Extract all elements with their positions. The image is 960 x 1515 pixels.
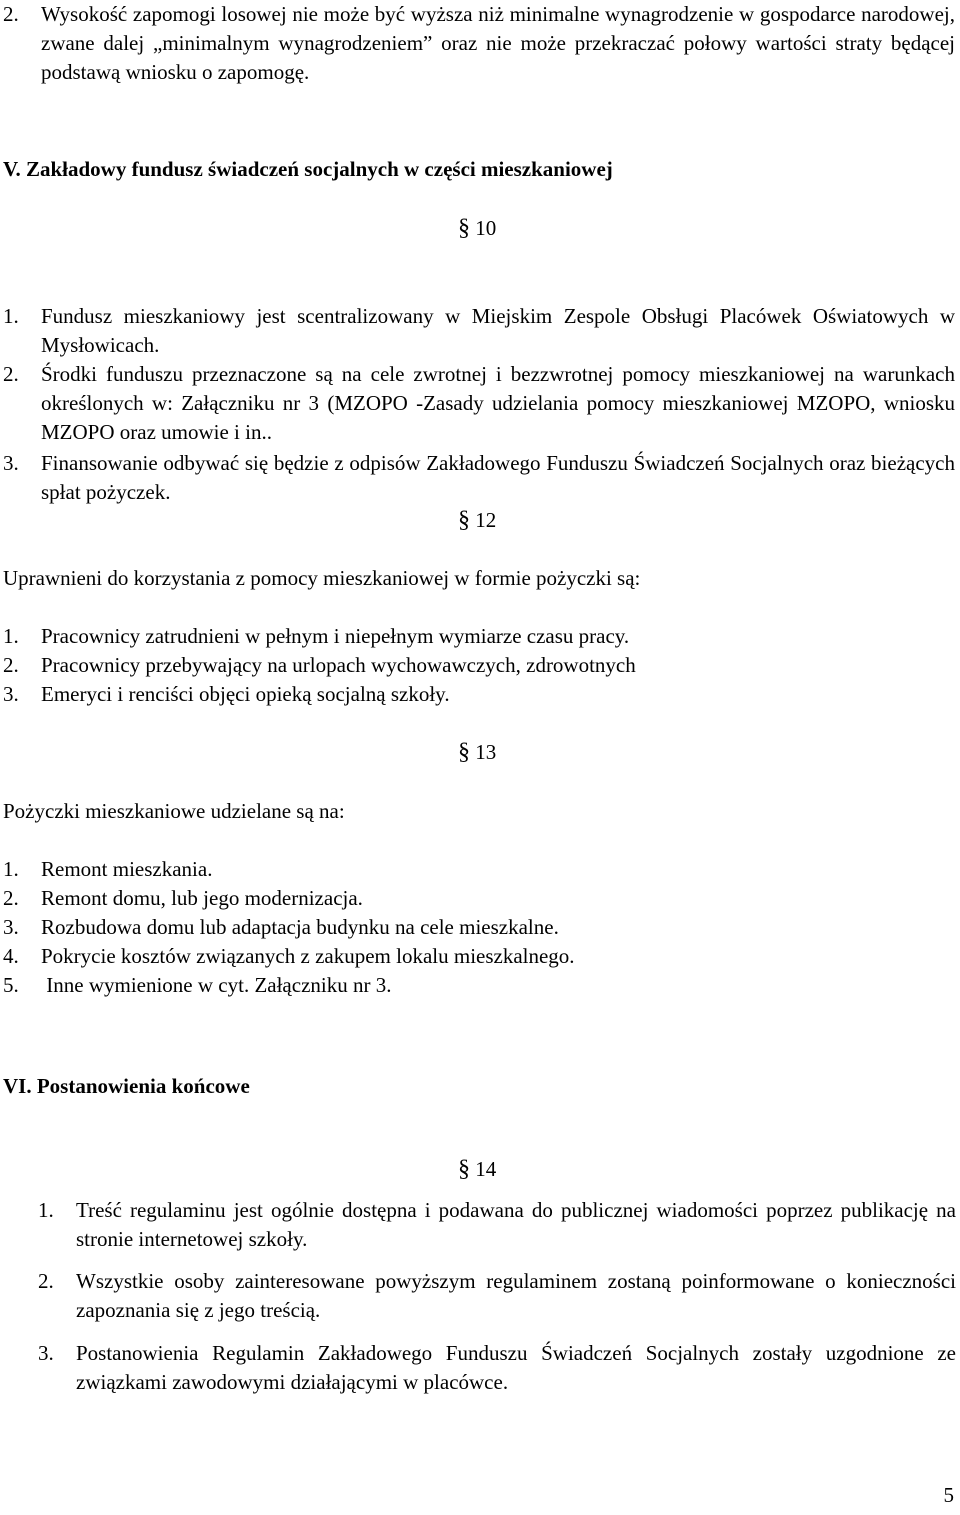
paragraph-marker-13 xyxy=(458,738,496,767)
item-text: Rozbudowa domu lub adaptacja budynku na cele mieszkalne. xyxy=(41,915,559,939)
item-number: 2. xyxy=(3,362,19,386)
list-item xyxy=(3,971,391,1000)
item-number: 2. xyxy=(3,886,19,910)
item-number: 2. xyxy=(3,2,19,26)
paragraph-number: 12 xyxy=(475,508,497,532)
section-symbol: § xyxy=(458,215,470,241)
list-item xyxy=(3,0,955,87)
item-text: Pracownicy przebywający na urlopach wychowawczych, zdrowotnych xyxy=(41,653,636,677)
item-number: 1. xyxy=(3,304,19,328)
list-item xyxy=(38,1267,956,1325)
list-item xyxy=(3,884,363,913)
list-item xyxy=(3,449,955,507)
section-symbol: § xyxy=(458,507,470,533)
section-heading: V. Zakładowy fundusz świadczeń socjalnych w części mieszkaniowej xyxy=(3,157,613,181)
list-item xyxy=(3,651,636,680)
list-item xyxy=(3,855,212,884)
list-item xyxy=(3,913,559,942)
paragraph-marker-12 xyxy=(458,506,496,535)
paragraph-marker-10 xyxy=(458,214,496,243)
list-intro: Pożyczki mieszkaniowe udzielane są na: xyxy=(3,799,345,823)
paragraph-marker-14 xyxy=(458,1155,496,1184)
item-number: 1. xyxy=(38,1198,54,1222)
list-item xyxy=(3,360,955,447)
item-text: Postanowienia Regulamin Zakładowego Funduszu Świadczeń Socjalnych zostały uzgodnione ze związkami zawodowymi działającymi w placówce. xyxy=(76,1341,956,1394)
item-text: Remont domu, lub jego modernizacja. xyxy=(41,886,363,910)
item-number: 2. xyxy=(38,1269,54,1293)
item-text: Pokrycie kosztów związanych z zakupem lokalu mieszkalnego. xyxy=(41,944,575,968)
item-number: 1. xyxy=(3,624,19,648)
item-text: Emeryci i renciści objęci opieką socjalną szkoły. xyxy=(41,682,450,706)
item-number: 1. xyxy=(3,857,19,881)
item-number: 3. xyxy=(3,451,19,475)
item-text: Inne wymienione w cyt. Załączniku nr 3. xyxy=(41,973,392,997)
list-item xyxy=(3,622,629,651)
item-text: Środki funduszu przeznaczone są na cele zwrotnej i bezzwrotnej pomocy mieszkaniowej na warunkach określonych w: Załączniku nr 3 (MZOPO -Zasady udzielania pomocy mieszkaniowej MZOPO, wniosku MZOPO oraz umowie i in.. xyxy=(41,362,955,444)
list-intro: Uprawnieni do korzystania z pomocy mieszkaniowej w formie pożyczki są: xyxy=(3,566,641,590)
item-text: Remont mieszkania. xyxy=(41,857,213,881)
list-item xyxy=(3,680,450,709)
item-number: 3. xyxy=(3,915,19,939)
page-number: 5 xyxy=(943,1483,954,1507)
paragraph-number: 14 xyxy=(475,1157,497,1181)
item-number: 2. xyxy=(3,653,19,677)
list-item xyxy=(3,942,575,971)
item-number: 3. xyxy=(38,1341,54,1365)
list-item xyxy=(38,1196,956,1254)
item-text: Wszystkie osoby zainteresowane powyższym regulaminem zostaną poinformowane o konieczności zapoznania się z jego treścią. xyxy=(76,1269,956,1322)
item-text: Pracownicy zatrudnieni w pełnym i niepełnym wymiarze czasu pracy. xyxy=(41,624,630,648)
section-symbol: § xyxy=(458,739,470,765)
list-item xyxy=(3,302,955,360)
paragraph-number: 10 xyxy=(475,216,497,240)
section-symbol: § xyxy=(458,1156,470,1182)
item-text: Treść regulaminu jest ogólnie dostępna i podawana do publicznej wiadomości poprzez publikację na stronie internetowej szkoły. xyxy=(76,1198,956,1251)
item-number: 3. xyxy=(3,682,19,706)
item-text: Fundusz mieszkaniowy jest scentralizowany w Miejskim Zespole Obsługi Placówek Oświatowych w Mysłowicach. xyxy=(41,304,955,357)
item-text: Wysokość zapomogi losowej nie może być wyższa niż minimalne wynagrodzenie w gospodarce narodowej, zwane dalej „minimalnym wynagrodzeniem” oraz nie może przekraczać połowy wartości straty będącej podstawą wniosku o zapomogę. xyxy=(41,2,955,84)
list-item xyxy=(38,1339,956,1397)
section-heading: VI. Postanowienia końcowe xyxy=(3,1074,250,1098)
item-number: 4. xyxy=(3,944,19,968)
item-number: 5. xyxy=(3,973,19,997)
paragraph-number: 13 xyxy=(475,740,497,764)
item-text: Finansowanie odbywać się będzie z odpisów Zakładowego Funduszu Świadczeń Socjalnych oraz bieżących spłat pożyczek. xyxy=(41,451,955,504)
